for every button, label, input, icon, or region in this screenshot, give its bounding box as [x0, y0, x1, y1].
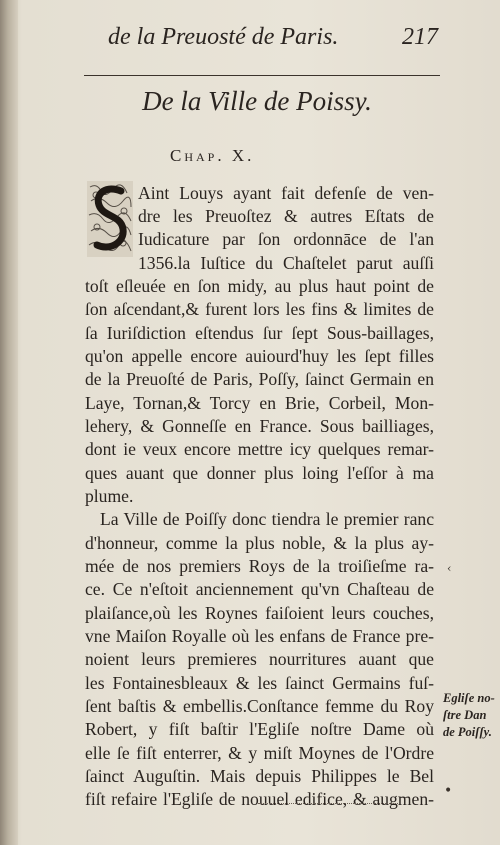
- text-line: Aint Louys ayant fait defenſe de ven-: [138, 183, 434, 203]
- text-line: 1356.la Iuſtice du Chaſtelet parut auſſi: [138, 253, 434, 273]
- text-line: noient leurs premieres nourritures auant que: [85, 649, 434, 669]
- text-line: Robert, y fiſt baſtir l'Egliſe noſtre Dame où: [85, 719, 434, 739]
- text-line: mée de nos premiers Roys de la troiſieſme ra-: [85, 556, 434, 576]
- text-line: ques auant que donner plus loing l'eſſor à ma: [85, 463, 434, 483]
- marginal-note-line: ſtre Dan: [443, 708, 487, 722]
- text-line: plaiſance,où les Roynes faiſoient leurs couches,: [85, 603, 434, 623]
- text-line: ſainct Auguſtin. Mais depuis Philippes le Bel: [85, 766, 434, 786]
- marginal-note: [443, 690, 500, 741]
- bottom-ornament-rule: [258, 803, 398, 804]
- text-line: lehery, & Gonneſſe en France. Sous bailliages,: [85, 416, 434, 436]
- text-line: les Fontainesbleaux & les ſainct Germains fuſ-: [85, 673, 434, 693]
- text-line: d'honneur, comme la plus noble, & la plus ay-: [85, 533, 434, 553]
- text-line: qu'on appelle encore auiourd'huy les ſept filles: [85, 346, 434, 366]
- ink-speck-icon: •: [444, 783, 453, 799]
- marginal-note-line: Egliſe no-: [443, 691, 495, 705]
- text-line: Iudicature par ſon ordonnāce de l'an: [138, 229, 434, 249]
- text-line: Laye, Tornan,& Torcy en Brie, Corbeil, Mon-: [85, 393, 434, 413]
- text-line: plume.: [85, 486, 134, 506]
- section-title: De la Ville de Poissy.: [142, 86, 372, 116]
- marginal-note-line: de Poiſſy.: [443, 725, 492, 739]
- text-line: fiſt refaire l'Egliſe de nouuel edifice, & augmen-: [85, 789, 434, 809]
- page-number: 217: [402, 24, 438, 50]
- text-line: dont ie veux encore mettre icy quelques remar-: [85, 439, 434, 459]
- text-line: ſent baſtis & embellis.Conſtance femme du Roy: [85, 696, 434, 716]
- chapter-label: Chap. X.: [170, 146, 255, 165]
- text-line: de la Preuoſté de Paris, Poſſy, ſainct Germain en: [85, 369, 434, 389]
- text-line: ſon aſcendant,& furent lors les fins & limites de: [85, 299, 434, 319]
- text-line: elle ſe fiſt enterrer, & y miſt Moynes de l'Ordre: [85, 743, 434, 763]
- text-line: vne Maiſon Royalle où les enfans de France pre-: [85, 626, 434, 646]
- text-line: toſt eſleuée en ſon midy, au plus haut point de: [85, 276, 434, 296]
- text-line: dre les Preuoſtez & autres Eſtats de: [138, 206, 434, 226]
- text-line: ce. Ce n'eſtoit anciennement qu'vn Chaſteau de: [85, 579, 434, 599]
- running-title: de la Preuosté de Paris.: [108, 24, 339, 50]
- ink-mark-icon: ‹: [447, 562, 452, 575]
- text-line: La Ville de Poiſſy donc tiendra le premier ranc: [100, 509, 434, 529]
- text-line: ſa Iuriſdiction eſtendus ſur ſept Sous-baillages,: [85, 323, 434, 343]
